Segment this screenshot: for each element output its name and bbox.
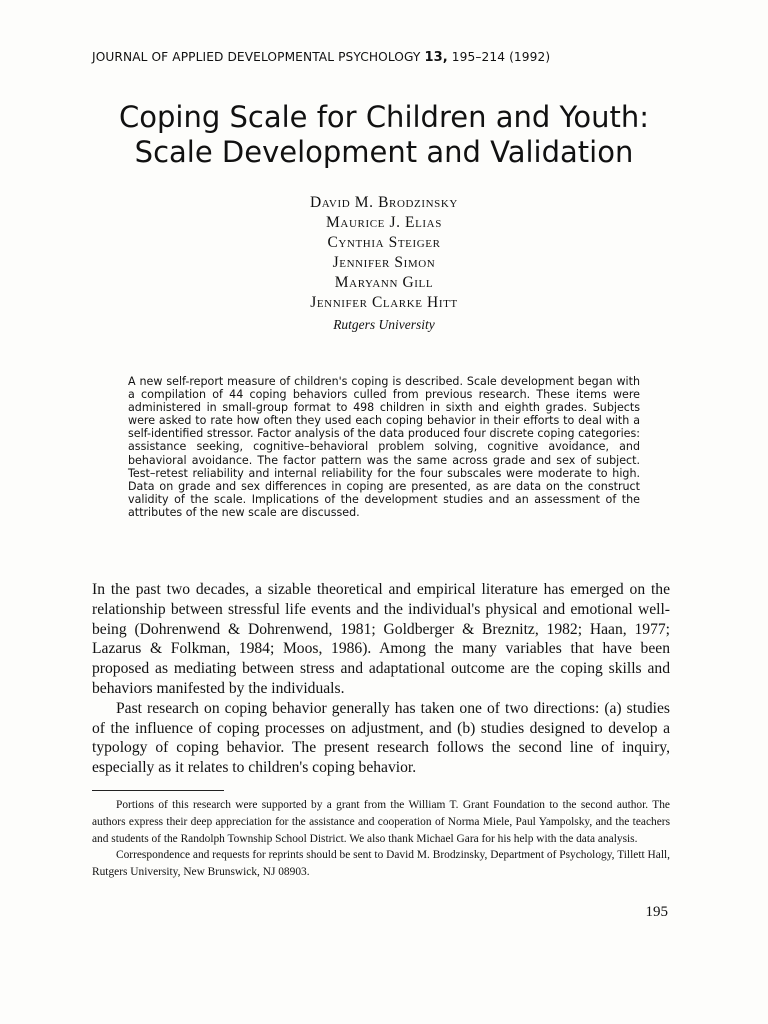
paper-title-line-2: Scale Development and Validation xyxy=(134,135,634,169)
author-name: Jennifer Simon xyxy=(332,254,436,271)
author-name: Jennifer Clarke Hitt xyxy=(310,294,458,311)
author-name: Maurice J. Elias xyxy=(326,214,442,231)
author-list xyxy=(0,193,768,313)
body-text xyxy=(92,580,670,778)
body-paragraph: In the past two decades, a sizable theoretical and empirical literature has emerged on the relationship between stressful life events and the individual's physical and emotional well-being (Dohrenwend & Dohrenwend, 1981; Goldberger & Breznitz, 1982; Haan, 1977; Lazarus & Folkman, 1984; Moos, 1986). Among the many variables that have been proposed as mediating between stress and adaptational outcome are the coping skills and behaviors manifested by the individuals. xyxy=(92,581,670,697)
abstract: A new self-report measure of children's coping is described. Scale development began with a compilation of 44 coping behaviors culled from previous research. These items were administered in small-group format to 498 children in sixth and eighth grades. Subjects were asked to rate how often they used each coping behavior in their efforts to deal with a self-identified stressor. Factor analysis of the data produced four discrete coping categories: assistance seeking, cognitive–behavioral problem solving, cognitive avoidance, and behavioral avoidance. The factor pattern was the same across grade and sex of subject. Test–retest reliability and internal reliability for the four subscales were moderate to high. Data on grade and sex differences in coping are presented, as are data on the construct validity of the scale. Implications of the development studies and an assessment of the attributes of the new scale are discussed. xyxy=(128,375,640,519)
footnote-funding: Portions of this research were supported by a grant from the William T. Grant Foundation to the second author. The authors express their deep appreciation for the assistance and cooperation of Norma Miele, Paul Yampolsky, and the teachers and students of the Randolph Township School District. We also thank Michael Gara for his help with the data analysis. xyxy=(92,799,670,845)
author-name: David M. Brodzinsky xyxy=(310,194,458,211)
journal-header xyxy=(92,50,692,65)
footnote-divider xyxy=(92,790,224,791)
affiliation: Rutgers University xyxy=(333,317,435,332)
author-name: Maryann Gill xyxy=(334,274,434,291)
journal-pages-year: 195–214 (1992) xyxy=(451,50,551,64)
footnotes xyxy=(92,797,670,881)
page-number: 195 xyxy=(645,904,668,920)
paper-title xyxy=(0,100,768,170)
journal-volume: 13, xyxy=(424,50,448,65)
paper-title-line-1: Coping Scale for Children and Youth: xyxy=(119,100,649,134)
footnote-correspondence: Correspondence and requests for reprints should be sent to David M. Brodzinsky, Department of Psychology, Tillett Hall, Rutgers University, New Brunswick, NJ 08903. xyxy=(92,849,670,879)
journal-name: JOURNAL OF APPLIED DEVELOPMENTAL PSYCHOLOGY xyxy=(92,50,421,64)
author-name: Cynthia Steiger xyxy=(327,234,441,251)
body-paragraph: Past research on coping behavior generally has taken one of two directions: (a) studies of the influence of coping processes on adjustment, and (b) studies designed to develop a typology of coping behavior. The present research follows the second line of inquiry, especially as it relates to children's coping behavior. xyxy=(92,699,670,777)
